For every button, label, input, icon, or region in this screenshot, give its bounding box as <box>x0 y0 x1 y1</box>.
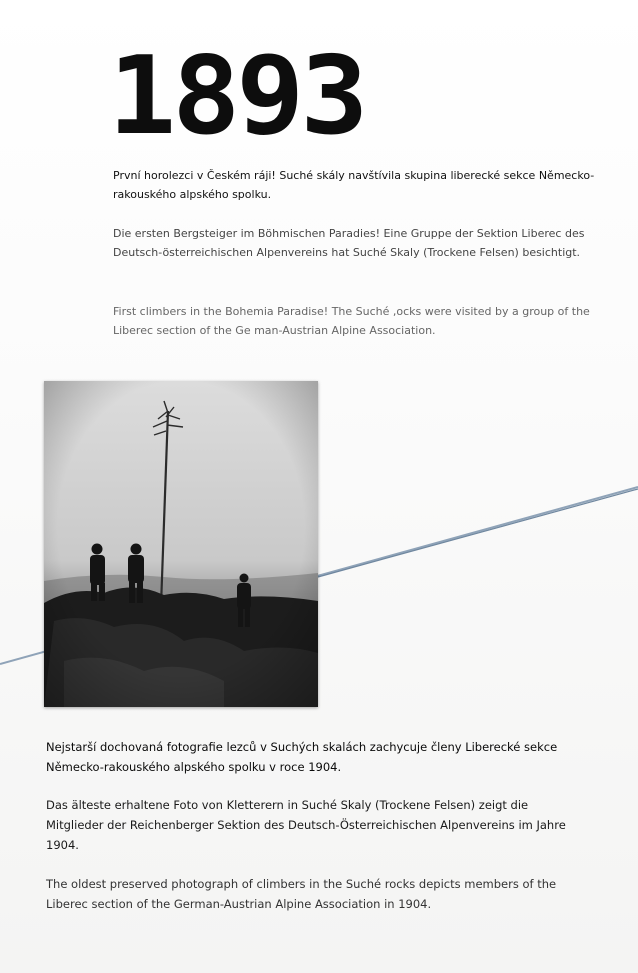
intro-text-english: First climbers in the Bohemia Paradise! The Suché ,ocks were visited by a group of the Liberec section of the Ge man-Austrian Alpine Association. <box>113 305 590 337</box>
intro-text-czech: První horolezci v Českém ráji! Suché skály navštívila skupina liberecké sekce Německo-rakouského alpského spolku. <box>113 169 595 201</box>
photo-caption-english: The oldest preserved photograph of climbers in the Suché rocks depicts members of the Liberec section of the German-Austrian Alpine Association in 1904. <box>46 877 557 911</box>
photo-caption-german: Das älteste erhaltene Foto von Kletterern in Suché Skaly (Trockene Felsen) zeigt die Mitglieder der Reichenberger Sektion des Deutsch-Österreichischen Alpenvereins im Jahre 1904. <box>46 798 566 852</box>
historic-climbers-photograph <box>44 381 318 707</box>
intro-text-german: Die ersten Bergsteiger im Böhmischen Paradies! Eine Gruppe der Sektion Liberec des Deutsch-österreichischen Alpenvereins hat Suché Skaly (Trockene Felsen) besichtigt. <box>113 227 585 259</box>
year-heading: 1893 <box>108 34 365 159</box>
photo-caption-czech: Nejstarší dochovaná fotografie lezců v Suchých skalách zachycuje členy Liberecké sekce Německo-rakouského alpského spolku v roce 1904. <box>46 740 558 774</box>
